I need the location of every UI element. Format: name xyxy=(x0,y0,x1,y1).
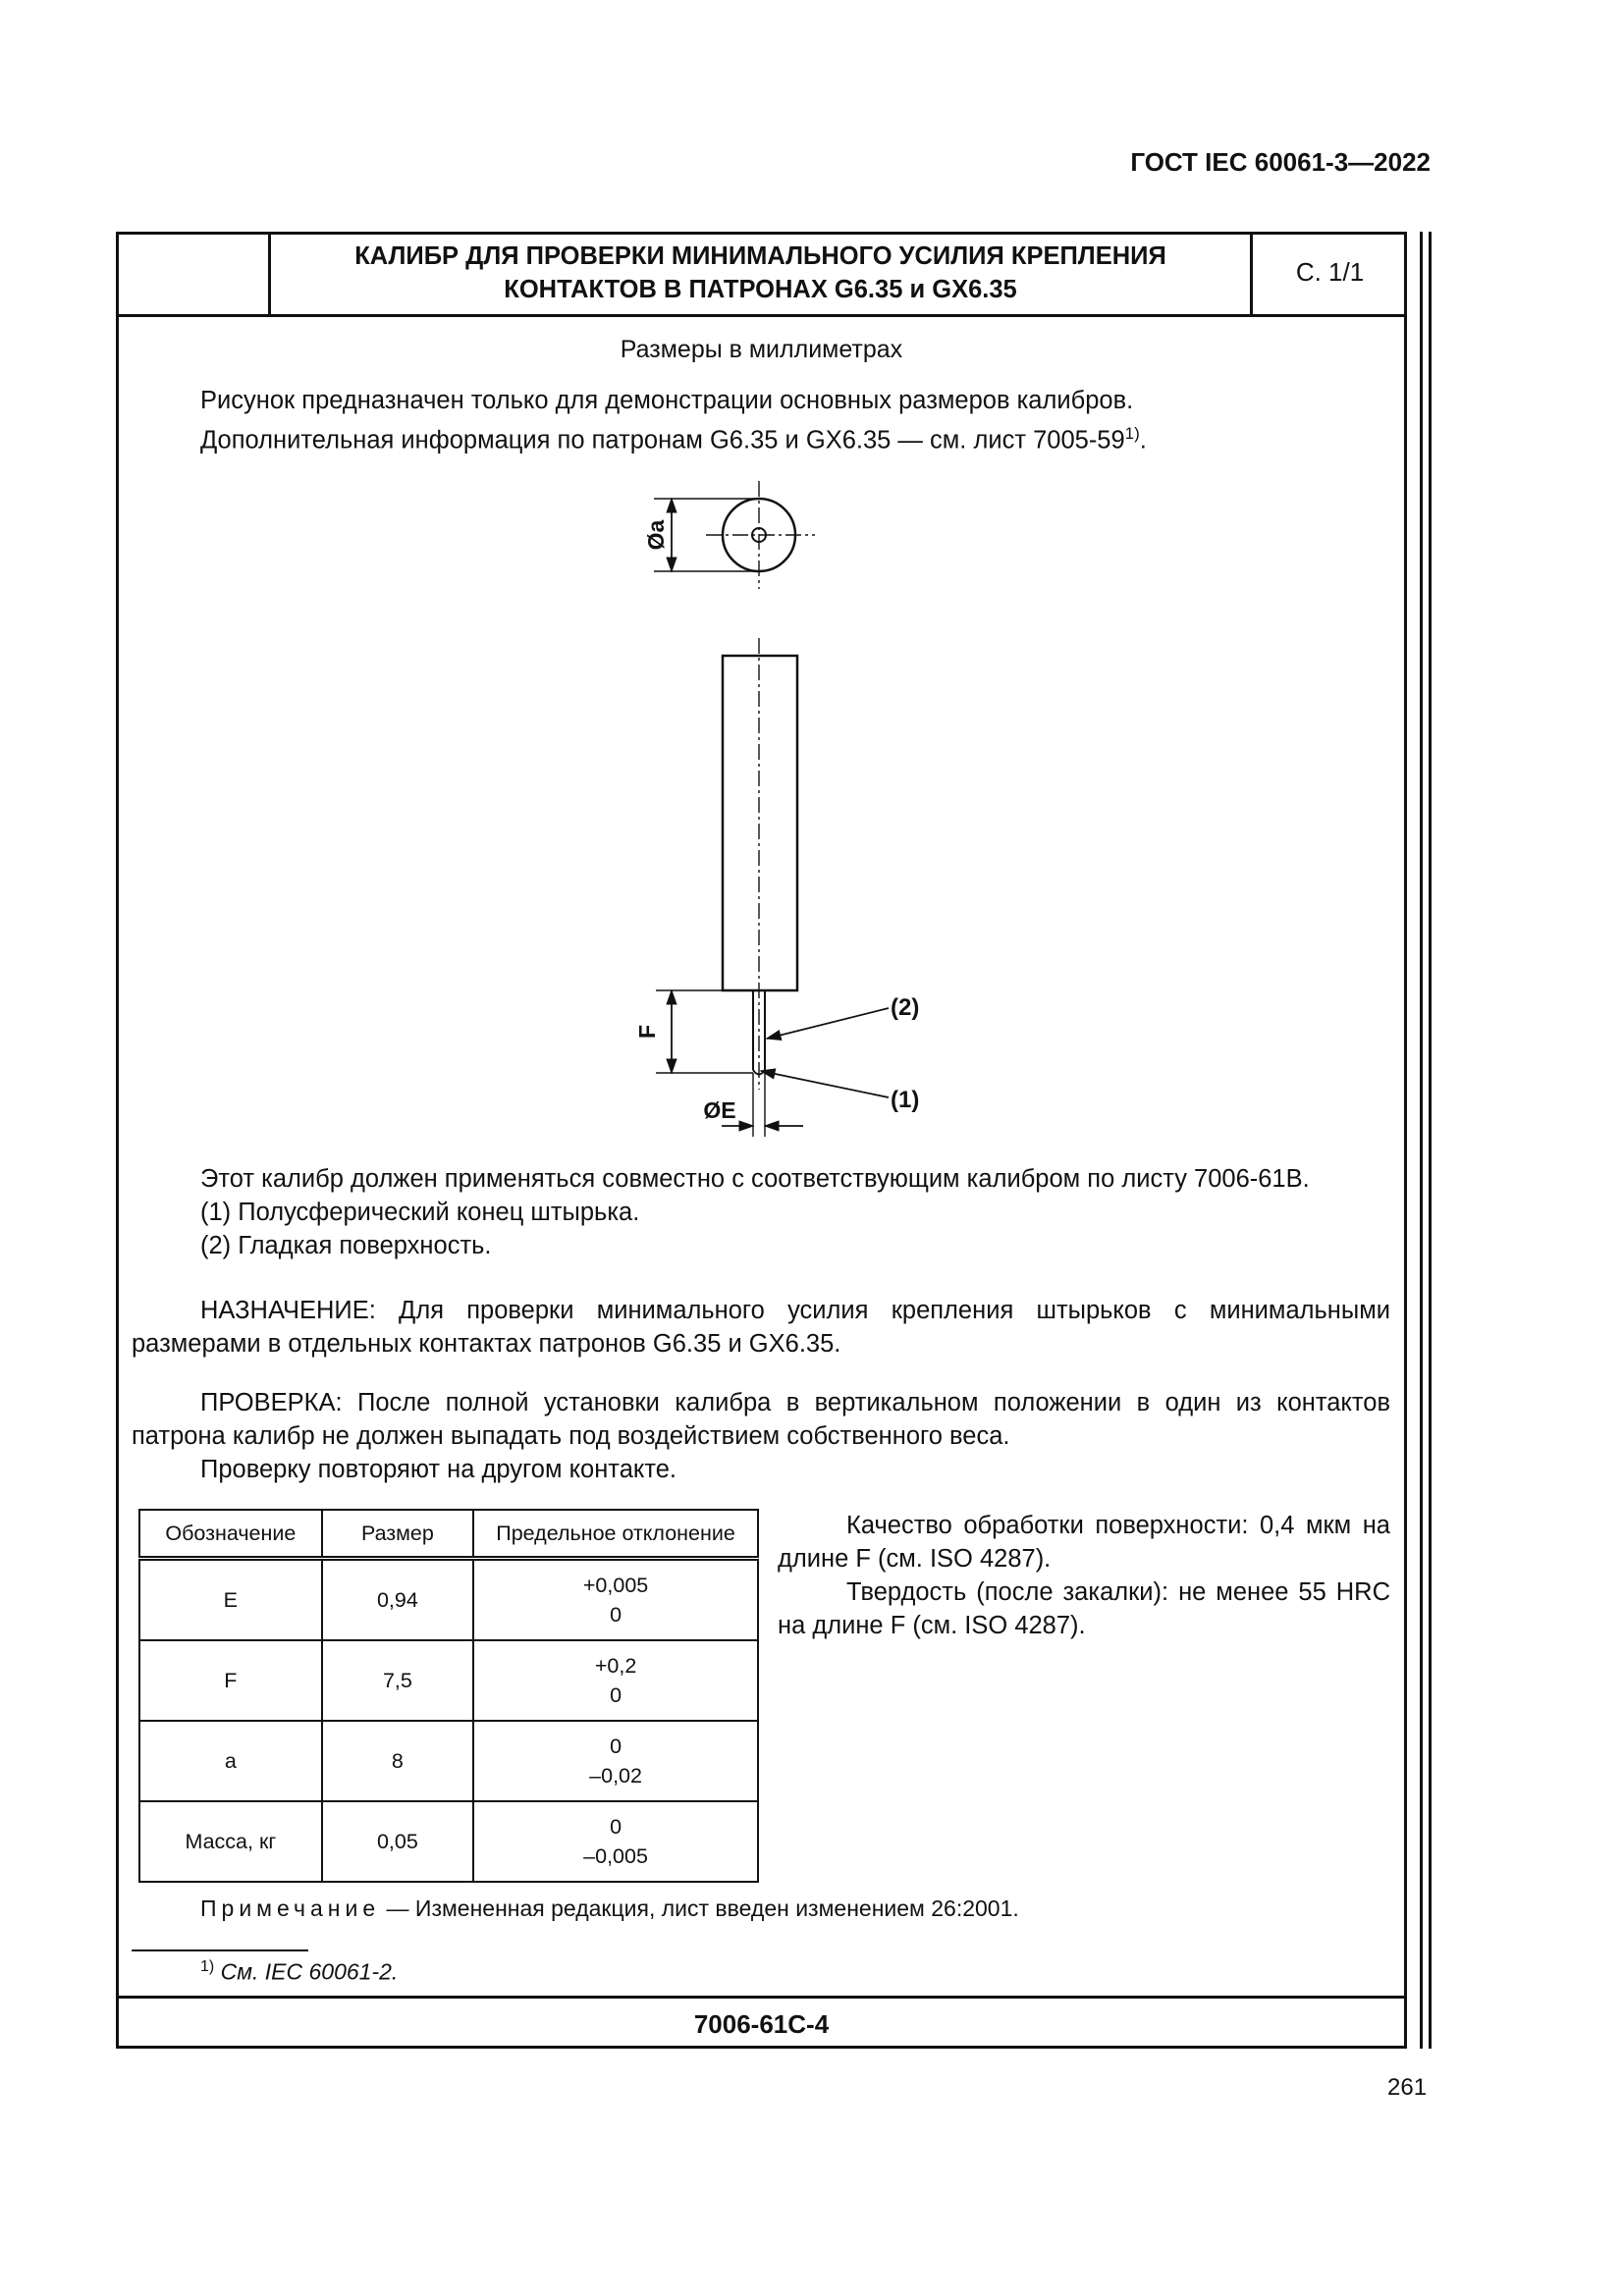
usage-line: Этот калибр должен применяться совместно с соответствующим калибром по листу 7006-61B. xyxy=(200,1165,1310,1193)
table-row xyxy=(139,1559,758,1641)
tolerance-cell xyxy=(473,1640,758,1721)
table-row xyxy=(139,1640,758,1721)
table-header-row xyxy=(139,1510,758,1559)
note-text: — Измененная редакция, лист введен изменением 26:2001. xyxy=(380,1896,1019,1921)
footnote-text: См. IEC 60061-2. xyxy=(214,1958,399,1985)
document-id: ГОСТ IEC 60061-3—2022 xyxy=(1130,147,1431,177)
gauge-drawing xyxy=(589,471,982,1139)
designation-cell: F xyxy=(139,1640,322,1721)
footnote-ref: 1) xyxy=(1124,424,1140,443)
sheet-number: 7006-61C-4 xyxy=(693,2009,830,2039)
purpose-paragraph: НАЗНАЧЕНИЕ: Для проверки минимального усилия крепления штырьков с минимальными размерами в отдельных контактах патронов G6.35 и GX6.35. xyxy=(132,1297,1390,1358)
sheet-title-line: КАЛИБР ДЛЯ ПРОВЕРКИ МИНИМАЛЬНОГО УСИЛИЯ КРЕПЛЕНИЯ xyxy=(354,242,1166,270)
table-row xyxy=(139,1801,758,1882)
tolerance-cell xyxy=(473,1559,758,1641)
size-cell: 7,5 xyxy=(322,1640,473,1721)
side-view xyxy=(656,638,889,1137)
dimensions-table xyxy=(138,1509,759,1883)
callout-1: (1) xyxy=(891,1087,920,1113)
size-cell: 8 xyxy=(322,1721,473,1801)
surface-quality: Качество обработки поверхности: 0,4 мкм на длине F (см. ISO 4287). xyxy=(778,1512,1390,1573)
intro-text xyxy=(200,384,1388,457)
page-number: 261 xyxy=(1387,2074,1428,2101)
tolerance-cell xyxy=(473,1801,758,1882)
hardness: Твердость (после закалки): не менее 55 HRC на длине F (см. ISO 4287). xyxy=(778,1578,1390,1639)
dimension-f-label: F xyxy=(634,1024,660,1040)
leader-2 xyxy=(767,1008,889,1039)
gauge-body xyxy=(723,656,797,990)
check-paragraph: ПРОВЕРКА: После полной установки калибра в вертикальном положении в один из контактов патрона калибр не должен выпадать под воздействием собственного веса. xyxy=(132,1389,1390,1450)
intro-line: Дополнительная информация по патронам G6.35 и GX6.35 — см. лист 7005-59$^{1)}$. xyxy=(200,424,1147,454)
usage-line: (2) Гладкая поверхность. xyxy=(200,1232,492,1259)
designation-cell: Масса, кг xyxy=(139,1801,322,1882)
size-cell: 0,05 xyxy=(322,1801,473,1882)
tolerance-upper: +0,005 xyxy=(582,1574,649,1597)
note-label: Примечание xyxy=(200,1896,381,1921)
intro-line: Рисунок предназначен только для демонстрации основных размеров калибров. xyxy=(200,387,1134,414)
sheet-title xyxy=(271,240,1250,306)
designation-cell: E xyxy=(139,1559,322,1641)
units-caption: Размеры в миллиметрах xyxy=(620,336,903,363)
sheet-title-line: КОНТАКТОВ В ПАТРОНАХ G6.35 и GX6.35 xyxy=(504,276,1017,303)
page-reference: С. 1/1 xyxy=(1295,257,1365,287)
designation-cell: a xyxy=(139,1721,322,1801)
tolerance-upper: 0 xyxy=(610,1815,622,1839)
check-repeat-line: Проверку повторяют на другом контакте. xyxy=(200,1456,676,1483)
tolerance-upper: 0 xyxy=(610,1735,622,1758)
usage-notes xyxy=(200,1162,1398,1262)
tolerance-upper: +0,2 xyxy=(594,1654,637,1678)
callout-2: (2) xyxy=(891,994,920,1021)
table-row xyxy=(139,1721,758,1801)
dimension-a-label: Øa xyxy=(643,519,669,551)
tolerance-lower: 0 xyxy=(610,1603,622,1627)
tolerance-lower: 0 xyxy=(610,1683,622,1707)
size-cell: 0,94 xyxy=(322,1559,473,1641)
dimension-e-label: ØE xyxy=(703,1097,736,1123)
footer-divider xyxy=(116,1996,1407,1999)
quality-requirements xyxy=(778,1509,1390,1642)
column-header: Обозначение xyxy=(139,1510,322,1559)
footnote xyxy=(200,1958,398,1986)
footnote-mark: 1) xyxy=(200,1958,215,1975)
column-header: Предельное отклонение xyxy=(473,1510,758,1559)
footnote-separator xyxy=(132,1949,308,1951)
usage-line: (1) Полусферический конец штырька. xyxy=(200,1199,640,1226)
top-view xyxy=(654,481,815,589)
tolerance-lower: –0,005 xyxy=(583,1844,648,1868)
margin-line xyxy=(1429,232,1432,2049)
leader-1 xyxy=(761,1071,889,1097)
tolerance-cell xyxy=(473,1721,758,1801)
margin-line xyxy=(1420,232,1423,2049)
note xyxy=(200,1896,1019,1922)
tolerance-lower: –0,02 xyxy=(589,1764,642,1788)
column-header: Размер xyxy=(322,1510,473,1559)
